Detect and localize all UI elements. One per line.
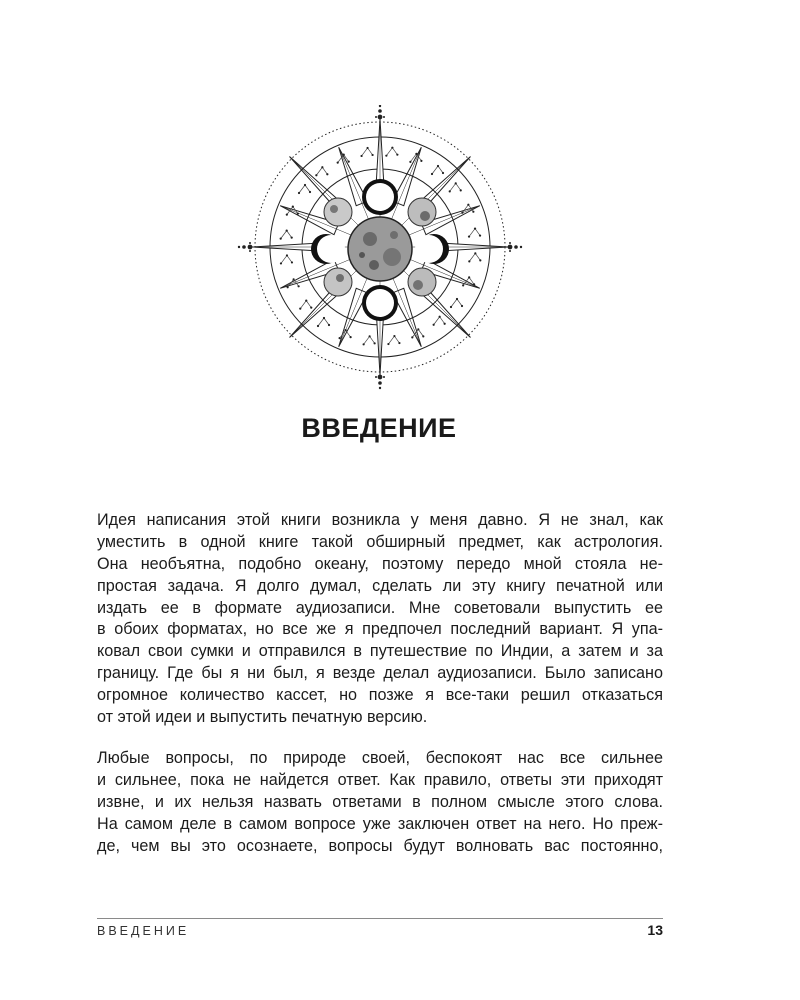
paragraph-2 bbox=[97, 748, 663, 857]
paragraph-1 bbox=[97, 510, 663, 729]
text-line: извне, и их нельзя назвать ответами в полном смысле этого слова. bbox=[97, 792, 663, 811]
full-moon-center-icon bbox=[348, 217, 412, 281]
text-line: де, чем вы это осознаете, вопросы будут волновать вас постоянно, bbox=[97, 836, 663, 855]
text-line: уместить в одной книге такой обширный предмет, как астрология. bbox=[97, 532, 663, 551]
text-line: Идея написания этой книги возникла у меня давно. Я не знал, как bbox=[97, 511, 663, 529]
planet-icon-nw bbox=[324, 198, 352, 226]
moon-phase-north-icon bbox=[362, 179, 398, 215]
moon-phase-south-icon bbox=[362, 285, 398, 321]
text-line: Любые вопросы, по природе своей, беспокоят нас все сильнее bbox=[97, 749, 663, 767]
text-line: границу. Где бы я ни был, я везде делал аудиозаписи. Было записано bbox=[97, 664, 663, 683]
footer-divider bbox=[97, 918, 663, 919]
text-line: и сильнее, пока не найдется ответ. Как правило, ответы эти приходят bbox=[97, 770, 663, 789]
page-number: 13 bbox=[647, 922, 663, 938]
moon-phase-east-icon bbox=[415, 234, 449, 264]
moon-phase-west-icon bbox=[311, 234, 345, 264]
text-line: Она необъятна, подобно океану, поэтому передо мной стояла не- bbox=[97, 554, 663, 573]
running-footer-title: ВВЕДЕНИЕ bbox=[97, 924, 190, 938]
text-line: в обоих форматах, но все же я предпочел последний вариант. Я упа- bbox=[97, 620, 663, 639]
planet-icon-se bbox=[408, 268, 436, 296]
text-line: от этой идеи и выпустить печатную версию. bbox=[97, 708, 428, 727]
text-line: ковал свои сумки и отправился в путешествие по Индии, а затем и за bbox=[97, 642, 663, 661]
text-line: издать ее в формате аудиозаписи. Мне советовали выпустить ее bbox=[97, 598, 663, 617]
text-line: простая задача. Я долго думал, сделать ли эту книгу печатной или bbox=[97, 576, 663, 595]
text-line: огромное количество кассет, но позже я все-таки решил отказаться bbox=[97, 686, 663, 705]
planet-icon-sw bbox=[324, 268, 352, 296]
planet-icon-ne bbox=[408, 198, 436, 226]
text-line: На самом деле в самом вопросе уже заключен ответ на него. Но преж- bbox=[97, 814, 663, 833]
moon-phases-compass-illustration bbox=[230, 105, 530, 390]
chapter-heading: ВВЕДЕНИЕ bbox=[301, 413, 457, 443]
